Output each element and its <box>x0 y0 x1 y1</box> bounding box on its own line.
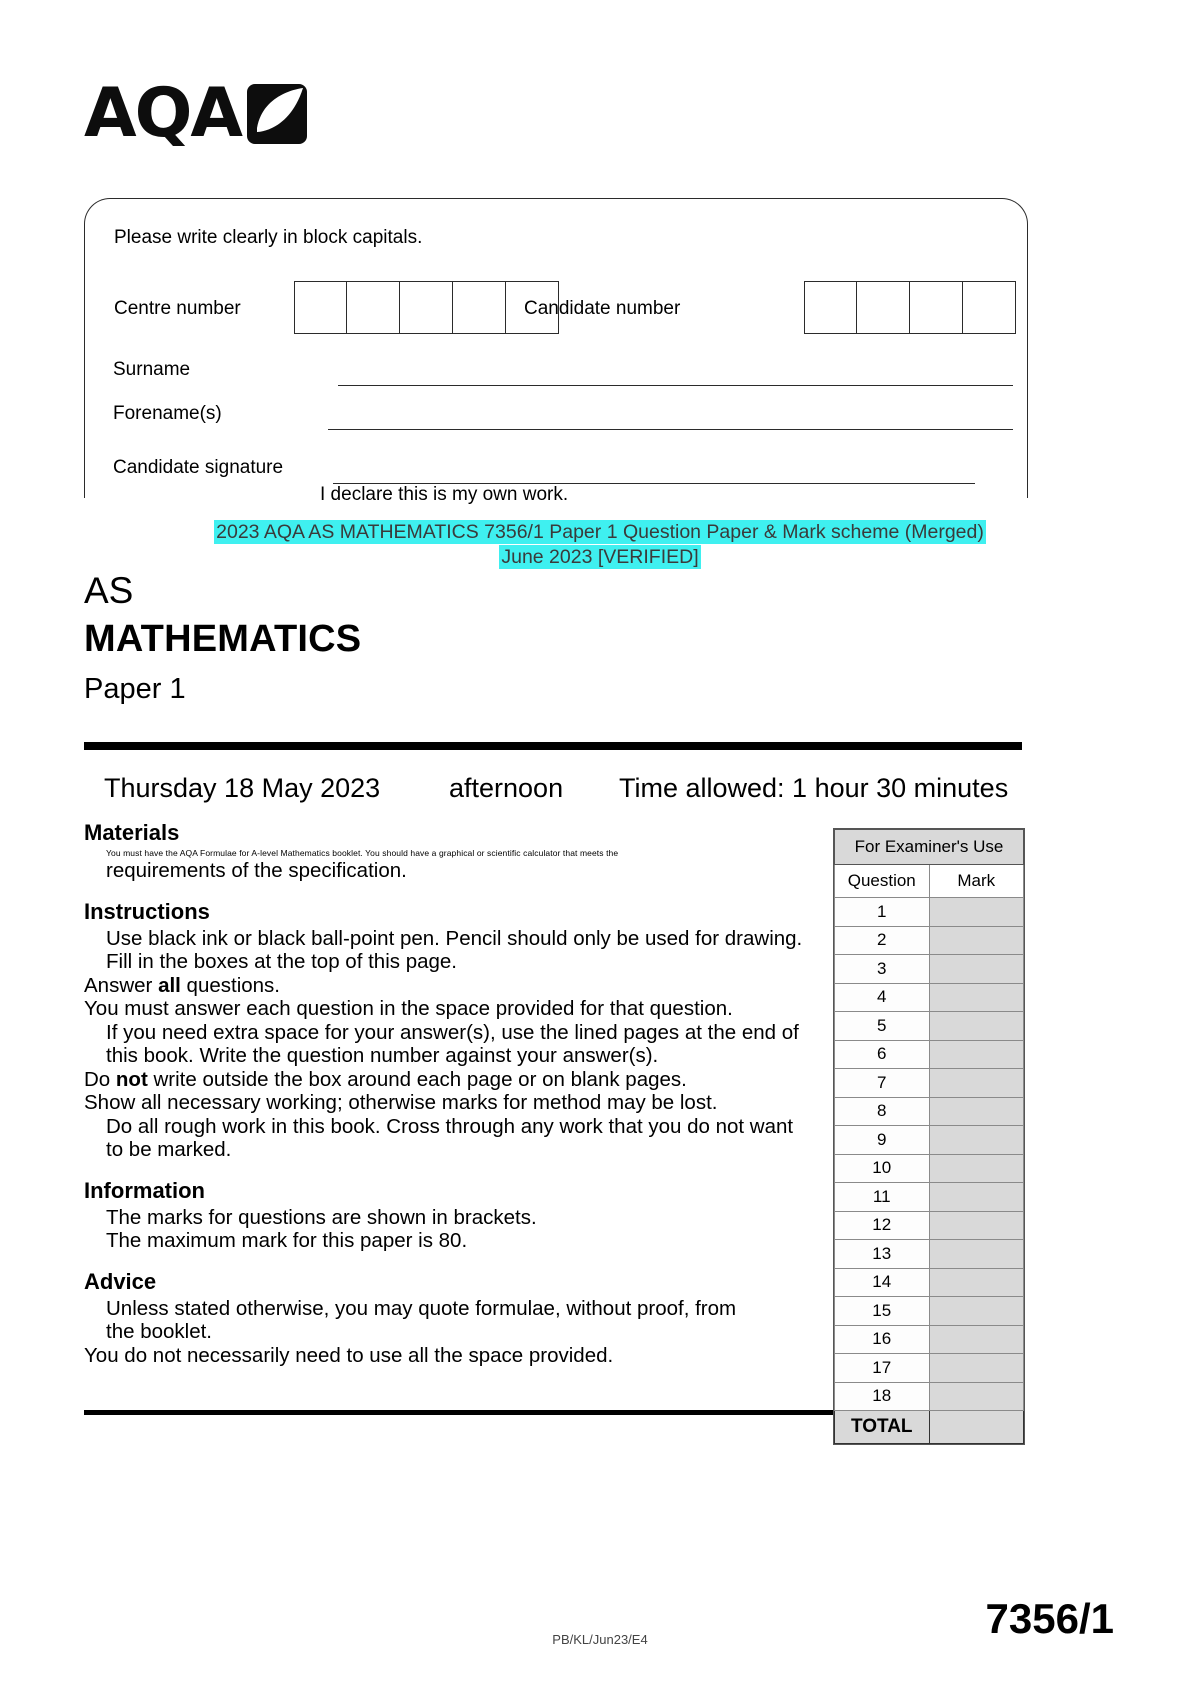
information-heading: Information <box>84 1177 205 1203</box>
examiner-table-row <box>835 1012 1024 1041</box>
candidate-number-cell[interactable] <box>963 281 1016 334</box>
examiner-table-row <box>835 1040 1024 1069</box>
examiner-table-row <box>835 1183 1024 1212</box>
exam-date: Thursday 18 May 2023 <box>104 773 381 803</box>
materials-continuation: requirements of the specification. <box>106 859 407 882</box>
examiner-table-row <box>835 926 1024 955</box>
banner-line-1: 2023 AQA AS MATHEMATICS 7356/1 Paper 1 Question Paper & Mark scheme (Merged) <box>216 521 984 543</box>
footer-divider <box>84 1410 834 1415</box>
leaf-mark-icon <box>245 82 309 151</box>
centre-number-cell[interactable] <box>400 281 453 334</box>
question-number-cell: 5 <box>835 1012 930 1041</box>
header-divider <box>84 742 1022 750</box>
mark-entry-cell[interactable] <box>929 926 1024 955</box>
question-number-cell: 18 <box>835 1382 930 1411</box>
instruction-line: Answer all questions. <box>84 973 281 997</box>
declaration-text: I declare this is my own work. <box>320 484 569 505</box>
mark-entry-cell[interactable] <box>929 1211 1024 1240</box>
candidate-number-label: Candidate number <box>524 298 681 319</box>
question-number-cell: 1 <box>835 898 930 927</box>
instruction-line: You must answer each question in the space provided for that question. <box>84 997 733 1020</box>
question-number-cell: 14 <box>835 1268 930 1297</box>
mark-entry-cell[interactable] <box>929 1268 1024 1297</box>
surname-input[interactable] <box>338 385 1013 386</box>
mark-entry-cell[interactable] <box>929 1297 1024 1326</box>
examiner-table-row <box>835 1240 1024 1269</box>
print-code: PB/KL/Jun23/E4 <box>552 1632 648 1647</box>
question-number-cell: 7 <box>835 1069 930 1098</box>
surname-label: Surname <box>113 359 191 380</box>
examiner-table-title: For Examiner's Use <box>835 830 1024 865</box>
mark-entry-cell[interactable] <box>929 1325 1024 1354</box>
mark-entry-cell[interactable] <box>929 898 1024 927</box>
question-number-cell: 2 <box>835 926 930 955</box>
examiner-table-row <box>835 1154 1024 1183</box>
mark-entry-cell[interactable] <box>929 1012 1024 1041</box>
examiner-table-row <box>835 983 1024 1012</box>
examiner-use-table <box>833 828 1025 1445</box>
subject-title: MATHEMATICS <box>84 618 362 660</box>
materials-small-print: You must have the AQA Formulae for A-level Mathematics booklet. You should have a graphical or scientific calculator that meets the <box>106 848 619 858</box>
advice-line: the booklet. <box>106 1320 212 1343</box>
paper-title: Paper 1 <box>84 673 186 705</box>
mark-entry-cell[interactable] <box>929 1126 1024 1155</box>
bold-not: not <box>115 1067 148 1091</box>
instruction-line: Do all rough work in this book. Cross through any work that you do not want <box>106 1114 794 1138</box>
centre-number-label: Centre number <box>114 298 241 319</box>
centre-number-input[interactable] <box>294 281 559 334</box>
examiner-table-row <box>835 1325 1024 1354</box>
bold-all: all <box>158 973 181 997</box>
instruction-line: Show all necessary working; otherwise marks for method may be lost. <box>84 1091 718 1114</box>
aqa-logo <box>84 74 309 153</box>
forename-field-row <box>113 403 1013 437</box>
forename-input[interactable] <box>328 429 1013 430</box>
qualification-level: AS <box>84 570 134 611</box>
question-number-cell: 16 <box>835 1325 930 1354</box>
question-number-cell: 6 <box>835 1040 930 1069</box>
mark-entry-cell[interactable] <box>929 1154 1024 1183</box>
instructions-heading: Instructions <box>84 898 210 924</box>
examiner-table-row <box>835 1268 1024 1297</box>
instruction-line: Do not write outside the box around each page or on blank pages. <box>84 1067 687 1091</box>
examiner-table-row <box>835 1382 1024 1411</box>
number-fields-row <box>114 281 1004 336</box>
advice-line: Unless stated otherwise, you may quote formulae, without proof, from <box>106 1296 737 1320</box>
mark-entry-cell[interactable] <box>929 1354 1024 1383</box>
candidate-number-cell[interactable] <box>804 281 857 334</box>
mark-entry-cell[interactable] <box>929 1240 1024 1269</box>
question-number-cell: 4 <box>835 983 930 1012</box>
column-header-question: Question <box>835 865 930 898</box>
centre-number-cell[interactable] <box>347 281 400 334</box>
mark-entry-cell[interactable] <box>929 1097 1024 1126</box>
examiner-table-title-row <box>835 830 1024 865</box>
examiner-table-row <box>835 1211 1024 1240</box>
paper-code: 7356/1 <box>985 1595 1114 1642</box>
aqa-logo-text: AQA <box>84 74 242 153</box>
mark-entry-cell[interactable] <box>929 1040 1024 1069</box>
examiner-table-row <box>835 1069 1024 1098</box>
candidate-number-cell[interactable] <box>910 281 963 334</box>
question-number-cell: 9 <box>835 1126 930 1155</box>
question-number-cell: 13 <box>835 1240 930 1269</box>
advice-line: You do not necessarily need to use all the space provided. <box>84 1343 614 1367</box>
examiner-table-row <box>835 1097 1024 1126</box>
surname-field-row <box>113 359 1013 393</box>
examiner-table-row <box>835 1297 1024 1326</box>
mark-entry-cell[interactable] <box>929 955 1024 984</box>
information-line: The marks for questions are shown in brackets. <box>106 1205 537 1229</box>
candidate-signature-label: Candidate signature <box>113 457 284 478</box>
question-number-cell: 8 <box>835 1097 930 1126</box>
question-number-cell: 11 <box>835 1183 930 1212</box>
mark-entry-cell[interactable] <box>929 1183 1024 1212</box>
instruction-line: Use black ink or black ball-point pen. Pencil should only be used for drawing. <box>106 926 803 950</box>
information-line: The maximum mark for this paper is 80. <box>106 1229 468 1252</box>
block-capitals-instruction: Please write clearly in block capitals. <box>114 227 423 248</box>
question-number-cell: 10 <box>835 1154 930 1183</box>
instructions-column <box>84 820 814 1367</box>
examiner-table-row <box>835 898 1024 927</box>
banner-line-2: June 2023 [VERIFIED] <box>501 546 699 568</box>
mark-entry-cell[interactable] <box>929 1069 1024 1098</box>
total-entry-cell[interactable] <box>929 1411 1024 1444</box>
mark-entry-cell[interactable] <box>929 983 1024 1012</box>
examiner-table-header-row <box>835 865 1024 898</box>
examiner-table-row <box>835 1126 1024 1155</box>
candidate-number-input[interactable] <box>804 281 1016 334</box>
mark-entry-cell[interactable] <box>929 1382 1024 1411</box>
exam-session: afternoon <box>449 773 564 803</box>
candidate-number-cell[interactable] <box>857 281 910 334</box>
materials-heading: Materials <box>84 820 180 845</box>
candidate-details-box <box>84 198 1028 505</box>
centre-number-cell[interactable] <box>294 281 347 334</box>
column-header-mark: Mark <box>929 865 1024 898</box>
examiner-table-total-row <box>835 1411 1024 1444</box>
centre-number-cell[interactable] <box>453 281 506 334</box>
question-number-cell: 12 <box>835 1211 930 1240</box>
examiner-table-row <box>835 955 1024 984</box>
highlighted-banner <box>100 520 1100 570</box>
instruction-line: this book. Write the question number against your answer(s). <box>106 1044 659 1067</box>
examiner-table-row <box>835 1354 1024 1383</box>
exam-schedule-line <box>84 773 1024 809</box>
question-number-cell: 15 <box>835 1297 930 1326</box>
question-number-cell: 3 <box>835 955 930 984</box>
exam-time-allowed: Time allowed: 1 hour 30 minutes <box>619 773 1009 803</box>
total-label: TOTAL <box>835 1411 930 1444</box>
advice-heading: Advice <box>84 1268 157 1294</box>
instruction-line: Fill in the boxes at the top of this page. <box>106 950 457 973</box>
instruction-line: to be marked. <box>106 1138 232 1161</box>
forename-label: Forename(s) <box>113 403 222 424</box>
question-number-cell: 17 <box>835 1354 930 1383</box>
instruction-line: If you need extra space for your answer(s), use the lined pages at the end of <box>106 1020 799 1044</box>
